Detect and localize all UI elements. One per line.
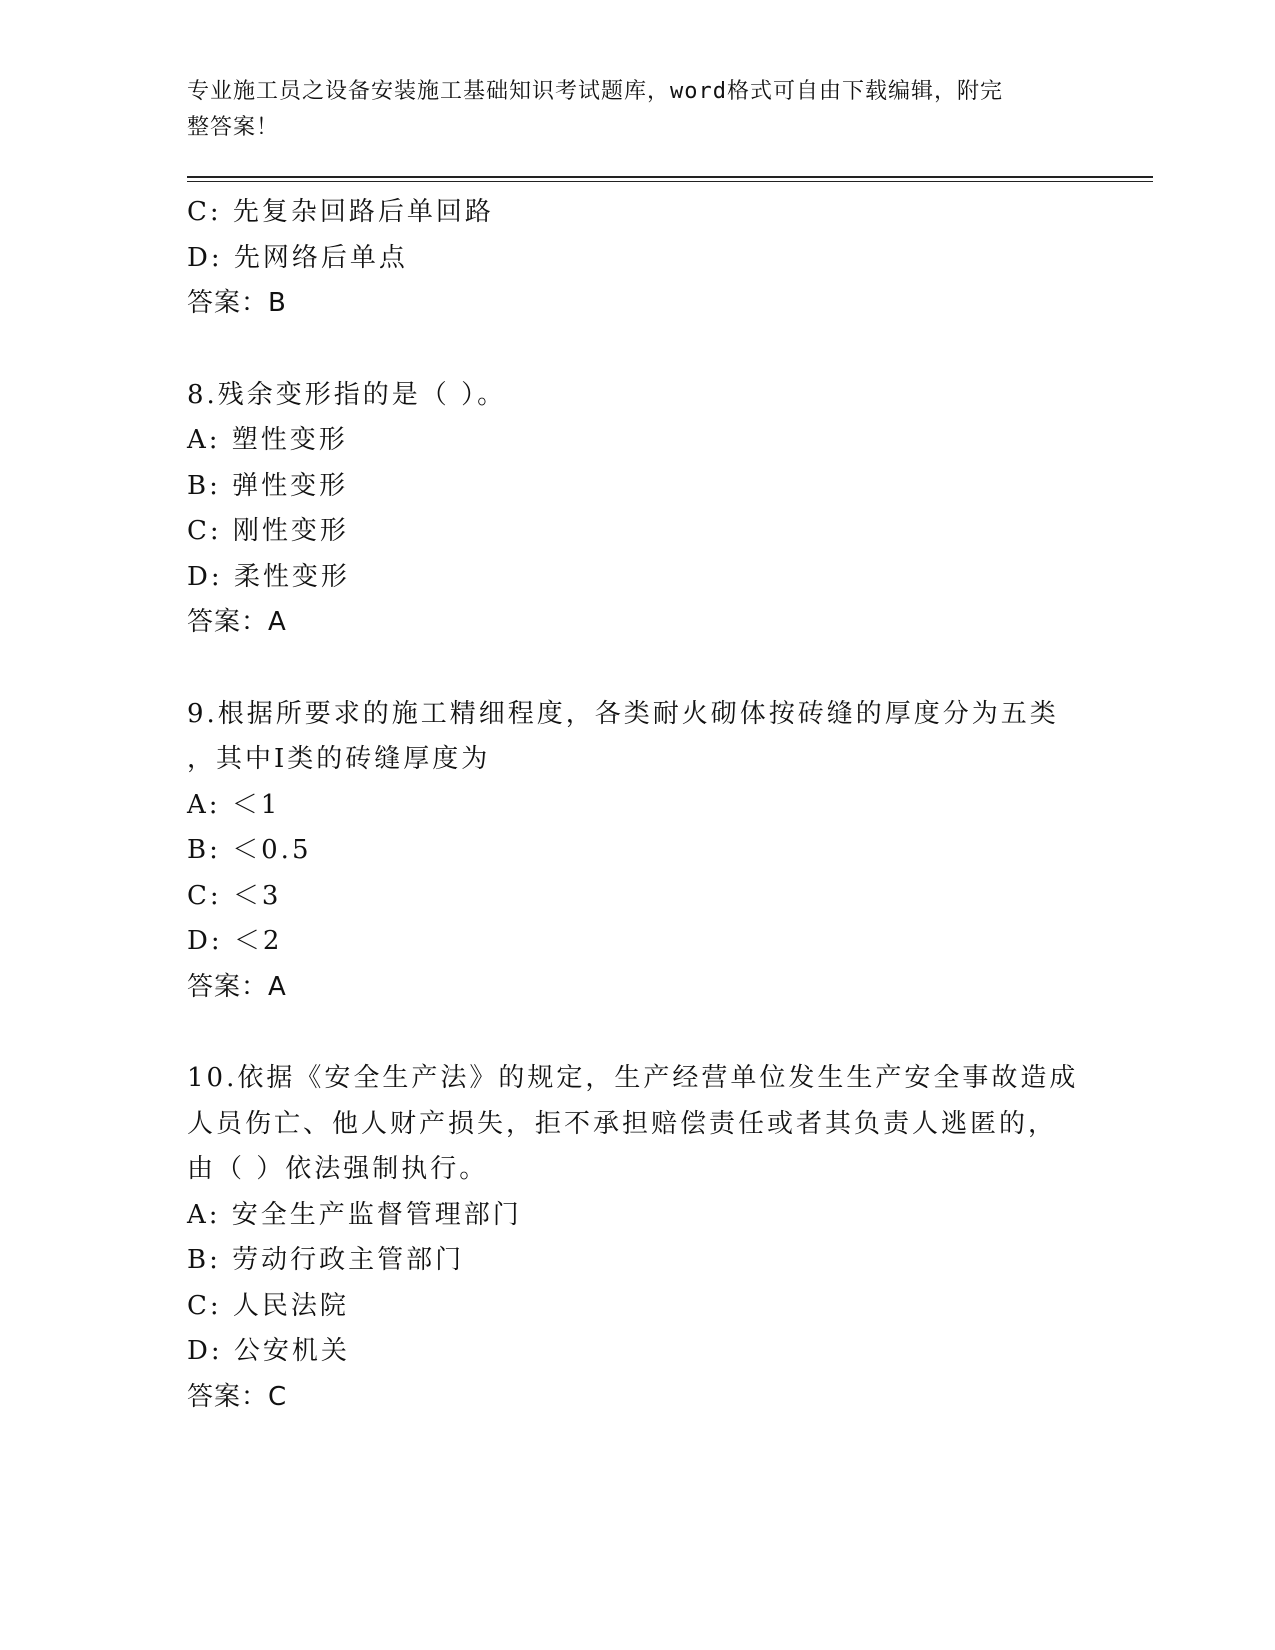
- question-stem-line: ，其中Ⅰ类的砖缝厚度为: [187, 744, 491, 774]
- question-stem: [187, 692, 1087, 783]
- option-c: C: 人民法院: [187, 1290, 349, 1321]
- option-a: A: 安全生产监督管理部门: [187, 1199, 522, 1230]
- option-c: C: ＜3: [187, 880, 282, 911]
- question-stem-line: 10.依据《安全生产法》的规定，生产经营单位发生生产安全事故造成: [187, 1063, 1079, 1093]
- option-c: C: 先复杂回路后单回路: [187, 197, 494, 227]
- question-stem: [187, 373, 1087, 419]
- question-8: [187, 373, 1087, 646]
- spacer: [187, 1010, 1087, 1056]
- answer-line: 答案：A: [187, 607, 287, 637]
- question-stem-line: 人员伤亡、他人财产损失，拒不承担赔偿责任或者其负责人逃匿的，: [187, 1108, 1058, 1139]
- question-stem-line: 由（ ）依法强制执行。: [187, 1154, 489, 1184]
- answer-line: 答案：C: [187, 1381, 288, 1412]
- option-d: D: 柔性变形: [187, 561, 350, 592]
- answer-line: 答案：A: [187, 971, 287, 1002]
- header-divider-thin: [187, 181, 1153, 182]
- option-b: B: ＜0.5: [187, 835, 312, 865]
- document-header: [187, 74, 1067, 146]
- option-a: A: ＜1: [187, 789, 281, 820]
- option-c: C: 刚性变形: [187, 516, 349, 546]
- option-a: A: 塑性变形: [187, 425, 348, 455]
- answer-line: 答案：B: [187, 288, 287, 318]
- question-stem: [187, 1056, 1087, 1193]
- spacer: [187, 646, 1087, 692]
- question-9: [187, 692, 1087, 1011]
- header-title-line-1: 专业施工员之设备安装施工基础知识考试题库，word格式可自由下载编辑，附完: [187, 79, 1003, 104]
- question-content: [187, 190, 1087, 1420]
- option-d: D: ＜2: [187, 926, 283, 956]
- option-b: B: 劳动行政主管部门: [187, 1245, 465, 1275]
- question-10: [187, 1056, 1087, 1420]
- option-d: D: 公安机关: [187, 1336, 350, 1366]
- question-stem-line: 9.根据所要求的施工精细程度，各类耐火砌体按砖缝的厚度分为五类: [187, 698, 1059, 729]
- question-7-continuation: [187, 190, 1087, 327]
- question-stem-line: 8.残余变形指的是（ ）。: [187, 379, 507, 410]
- option-d: D: 先网络后单点: [187, 242, 408, 273]
- option-b: B: 弹性变形: [187, 470, 349, 501]
- header-divider-thick: [187, 176, 1153, 178]
- spacer: [187, 327, 1087, 373]
- header-title-line-2: 整答案！: [187, 115, 280, 140]
